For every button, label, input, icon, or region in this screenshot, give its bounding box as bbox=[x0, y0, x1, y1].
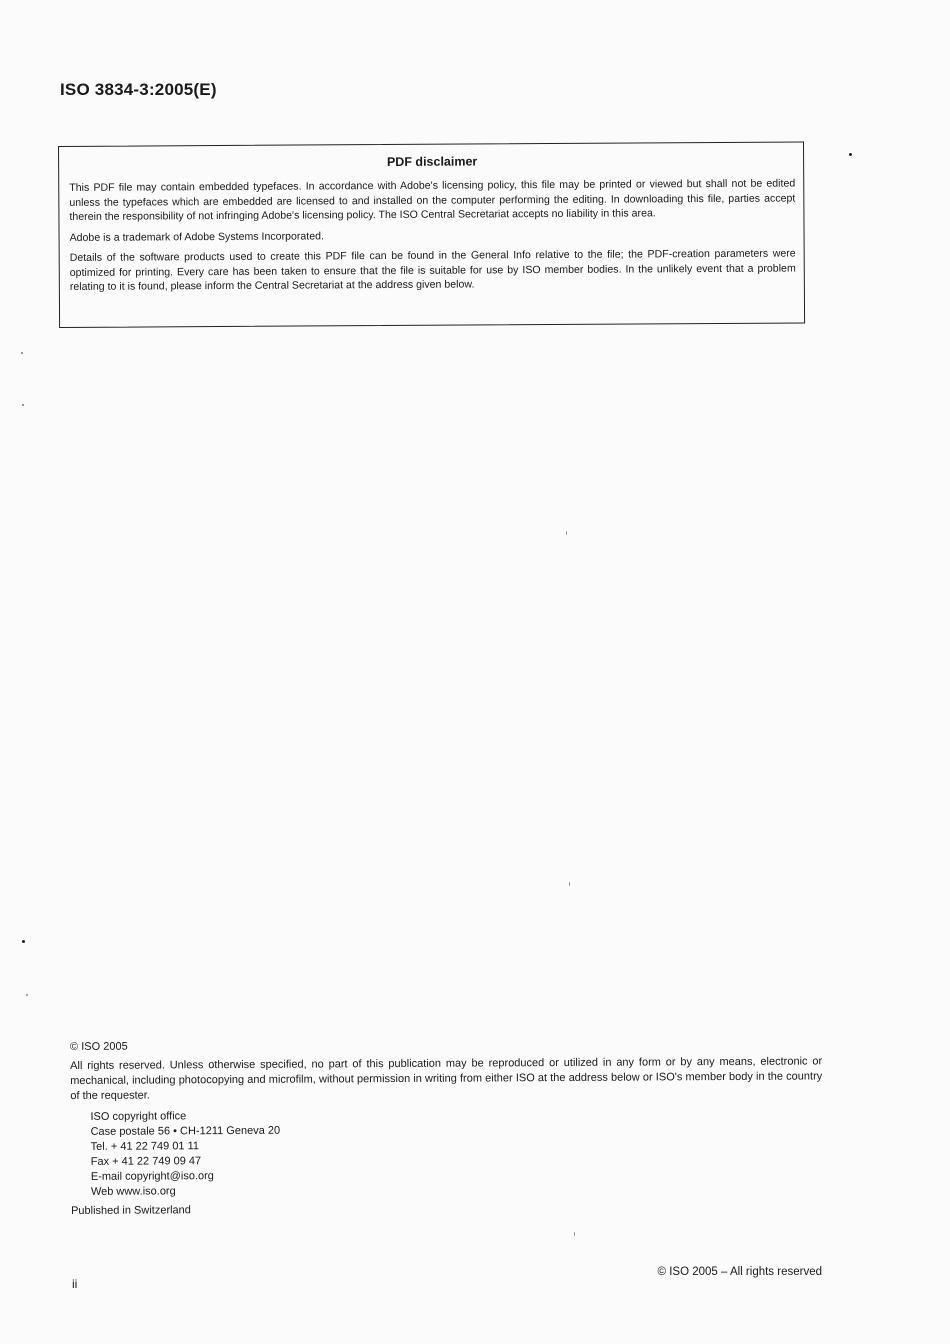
copyright-office-address bbox=[90, 1105, 823, 1199]
pdf-disclaimer-box bbox=[58, 141, 805, 328]
page-number: ii bbox=[72, 1277, 78, 1291]
scan-speck bbox=[566, 531, 567, 535]
disclaimer-title: PDF disclaimer bbox=[386, 154, 478, 169]
disclaimer-paragraph-trademark: Adobe is a trademark of Adobe Systems Incorporated. bbox=[69, 229, 324, 244]
rights-reserved-text: All rights reserved. Unless otherwise specified, no part of this publication may be reproduced or utilized in any form or by any means, electronic or mechanical, including photocopying and microfilm, without permission in writing from either ISO at the address below or ISO's member body in the country of the requester. bbox=[70, 1055, 823, 1102]
address-tel: Tel. + 41 22 749 01 11 bbox=[90, 1140, 200, 1153]
copyright-notice bbox=[70, 1035, 823, 1219]
scan-speck bbox=[849, 153, 852, 156]
address-fax: Fax + 41 22 749 09 47 bbox=[90, 1155, 202, 1168]
scan-speck bbox=[22, 404, 24, 406]
address-postal: Case postale 56 • CH-1211 Geneva 20 bbox=[90, 1124, 281, 1138]
document-title: ISO 3834-3:2005(E) bbox=[60, 80, 217, 99]
footer-copyright: © ISO 2005 – All rights reserved bbox=[657, 1266, 822, 1278]
scan-speck bbox=[21, 352, 23, 354]
scan-speck bbox=[574, 1232, 575, 1236]
scan-speck bbox=[22, 940, 25, 943]
disclaimer-paragraph-embedded-typefaces: This PDF file may contain embedded typefaces. In accordance with Adobe's licensing policy, this file may be printed or viewed but shall not be edited unless the typefaces which are embedded are licensed to and installed on the computer performing the editing. In downloading this file, parties accept therein the responsibility of not infringing Adobe's licensing policy. The ISO Central Secretariat accepts no liability in this area. bbox=[69, 177, 796, 223]
copyright-year-line: © ISO 2005 bbox=[70, 1040, 128, 1053]
disclaimer-paragraph-software-details: Details of the software products used to create this PDF file can be found in the General Info relative to the file; the PDF-creation parameters were optimized for printing. Every care has been taken to ensure that the file is suitable for use by ISO member bodies. In the unlikely event that a problem relating to it is found, please inform the Central Secretariat at the address given below. bbox=[69, 247, 796, 293]
address-email: E-mail copyright@iso.org bbox=[90, 1170, 214, 1183]
address-office: ISO copyright office bbox=[90, 1110, 187, 1123]
scan-speck bbox=[569, 882, 570, 886]
address-web: Web www.iso.org bbox=[90, 1185, 176, 1198]
published-location: Published in Switzerland bbox=[71, 1204, 191, 1217]
scan-speck bbox=[26, 994, 28, 996]
